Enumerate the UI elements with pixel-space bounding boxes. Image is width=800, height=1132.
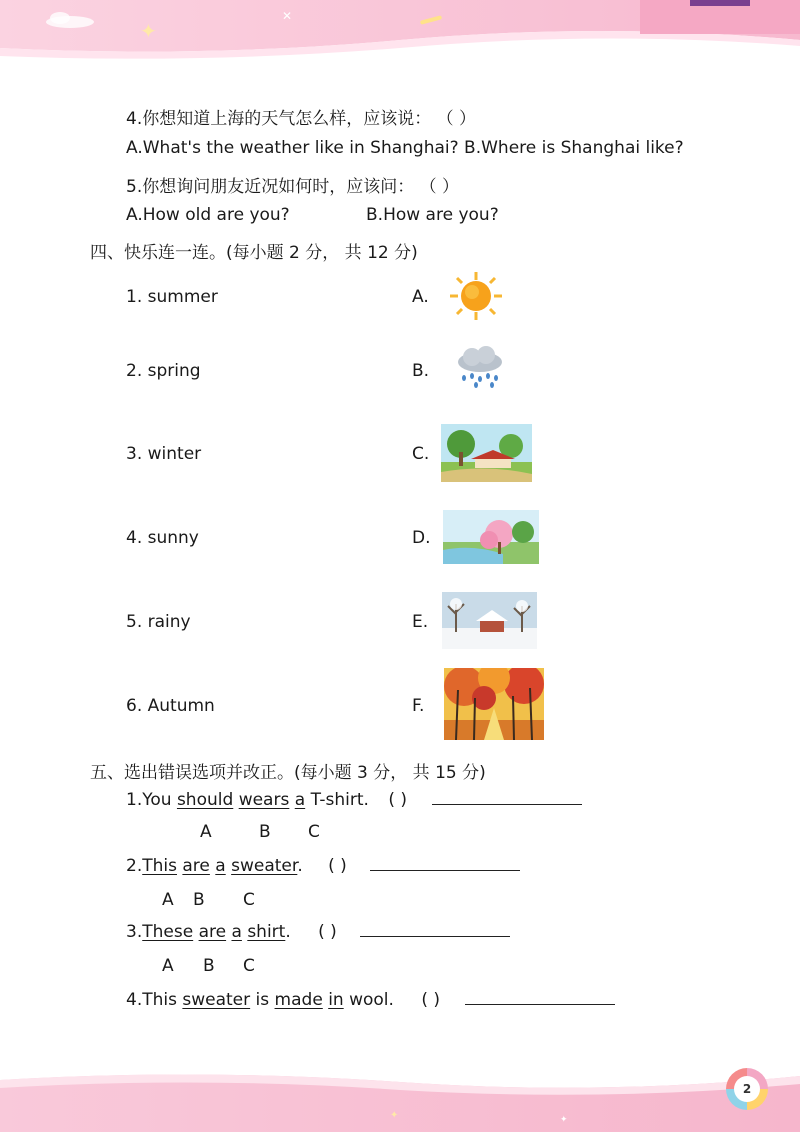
error-question-1: 1.You should wears a T-shirt. ( ) [126,790,582,810]
q3-option-a: These [142,922,194,942]
spring-landscape-image [443,510,539,564]
q4-option-b: made [274,990,323,1010]
q4-options: A.What's the weather like in Shanghai? B.Where is Shanghai like? [126,138,684,158]
rain-cloud-icon [454,346,506,390]
match-letter-b: B. [412,361,430,381]
answer-paren: ( ) [421,990,441,1010]
star-icon: ✦ [390,1110,399,1121]
match-word-6: 6. Autumn [126,696,215,716]
correction-blank[interactable] [370,856,520,871]
summer-landscape-image [441,424,532,482]
q5-option-b: B.How are you? [366,205,499,225]
star-icon: ✦ [560,1115,568,1125]
header-decoration [0,0,800,70]
error-question-4: 4.This sweater is made in wool. ( ) [126,990,615,1010]
error-question-2: 2.This are a sweater. ( ) [126,856,520,876]
q2-option-b: are [182,856,210,876]
match-word-4: 4. sunny [126,528,199,548]
answer-paren: ( ) [318,922,337,942]
q2-option-c: a [215,856,226,876]
q1-word-you: You [142,790,172,810]
sun-icon [446,270,506,322]
correction-blank[interactable] [465,990,615,1005]
q4-option-c: in [328,990,344,1010]
footer-decoration [0,1062,800,1132]
q1-option-b: wears [238,790,290,810]
star-icon: ✦ [140,19,157,43]
q5-option-a: A.How old are you? [126,205,290,225]
match-letter-c: C. [412,444,430,464]
error-question-3: 3.These are a shirt. ( ) [126,922,510,942]
q5-title: 5.你想询问朋友近况如何时，应该问： （ ） [126,177,460,197]
match-word-1: 1. summer [126,287,218,307]
winter-landscape-image [442,592,537,649]
q1-option-a: should [176,790,234,810]
section4-heading: 四、快乐连一连。(每小题 2 分， 共 12 分) [90,243,418,263]
autumn-painting-image [444,668,544,740]
q3-option-b: are [198,922,227,942]
match-word-3: 3. winter [126,444,202,464]
q2-option-a: This [142,856,177,876]
q4-title: 4.你想知道上海的天气怎么样，应该说： （ ） [126,109,477,129]
page-number: 2 [734,1076,760,1102]
correction-blank[interactable] [360,922,510,937]
match-letter-e: E. [412,612,429,632]
star-icon: ✕ [282,9,293,23]
match-word-5: 5. rainy [126,612,191,632]
match-letter-f: F. [412,696,425,716]
match-letter-a: A. [412,287,429,307]
answer-paren: ( ) [328,856,347,876]
answer-paren: ( ) [388,790,408,810]
page-number-badge [726,1068,768,1110]
section5-heading: 五、选出错误选项并改正。(每小题 3 分， 共 15 分) [90,763,486,783]
match-letter-d: D. [412,528,431,548]
correction-blank[interactable] [432,790,582,805]
q4-option-a: sweater [182,990,251,1010]
q1-option-c: a [294,790,306,810]
q3-option-c: a [231,922,242,942]
match-word-2: 2. spring [126,361,201,381]
